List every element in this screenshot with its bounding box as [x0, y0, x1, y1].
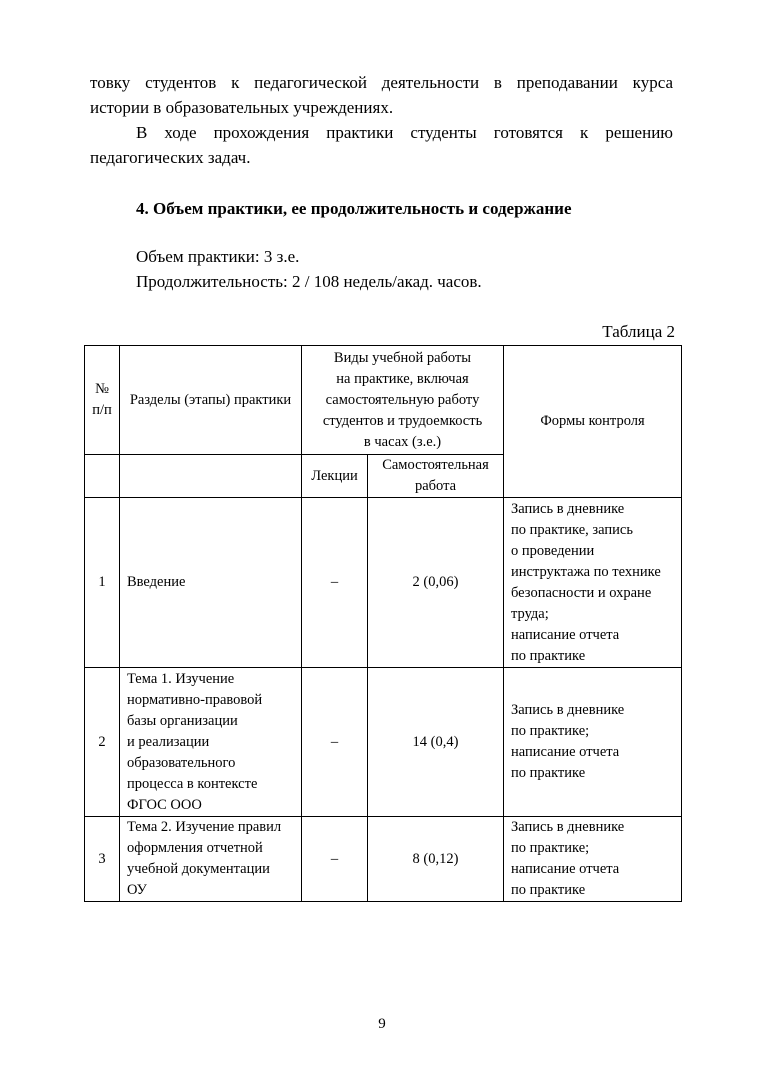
header-number-cell: № п/п — [85, 346, 120, 455]
table-row — [85, 668, 682, 817]
table-row — [85, 498, 682, 668]
row-control-cell: Запись в дневнике по практике; написание отчета по практике — [504, 668, 682, 817]
header-self-work-cell: Самостоятельная работа — [368, 455, 504, 498]
practice-duration: Продолжительность: 2 / 108 недель/акад. часов. — [136, 272, 482, 291]
paragraph-line-2: педагогических задач. — [90, 148, 251, 167]
row-self-work-cell: 2 (0,06) — [368, 498, 504, 668]
table-header-row — [85, 346, 682, 455]
header-lectures-cell: Лекции — [302, 455, 368, 498]
row-number-cell: 1 — [85, 498, 120, 668]
intro-line-2: истории в образовательных учреждениях. — [90, 98, 394, 117]
table-row — [85, 817, 682, 902]
row-section-cell: Тема 2. Изучение правил оформления отчетной учебной документации ОУ — [120, 817, 302, 902]
row-lectures-cell: – — [302, 498, 368, 668]
section-heading: 4. Объем практики, ее продолжительность и содержание — [136, 199, 572, 218]
intro-line-1: товку студентов к педагогической деятельности в преподавании курса — [90, 73, 673, 92]
row-number-cell: 3 — [85, 817, 120, 902]
header-control-cell: Формы контроля — [504, 346, 682, 498]
row-section-cell: Введение — [120, 498, 302, 668]
page-number: 9 — [378, 1016, 386, 1032]
row-lectures-cell: – — [302, 817, 368, 902]
table-caption: Таблица 2 — [602, 322, 675, 341]
row-self-work-cell: 14 (0,4) — [368, 668, 504, 817]
subheader-empty-cell — [120, 455, 302, 498]
row-control-cell: Запись в дневнике по практике, запись о проведении инструктажа по технике безопасности и охране труда; написание отчета по практике — [504, 498, 682, 668]
practice-table — [84, 345, 682, 902]
header-work-types-cell: Виды учебной работы на практике, включая самостоятельную работу студентов и трудоемкость в часах (з.е.) — [302, 346, 504, 455]
practice-volume: Объем практики: 3 з.е. — [136, 247, 300, 266]
row-lectures-cell: – — [302, 668, 368, 817]
row-control-cell: Запись в дневнике по практике; написание отчета по практике — [504, 817, 682, 902]
row-number-cell: 2 — [85, 668, 120, 817]
header-sections-cell: Разделы (этапы) практики — [120, 346, 302, 455]
subheader-empty-cell — [85, 455, 120, 498]
row-self-work-cell: 8 (0,12) — [368, 817, 504, 902]
paragraph-line-1: В ходе прохождения практики студенты готовятся к решению — [136, 123, 673, 142]
row-section-cell: Тема 1. Изучение нормативно-правовой базы организации и реализации образовательного процесса в контексте ФГОС ООО — [120, 668, 302, 817]
